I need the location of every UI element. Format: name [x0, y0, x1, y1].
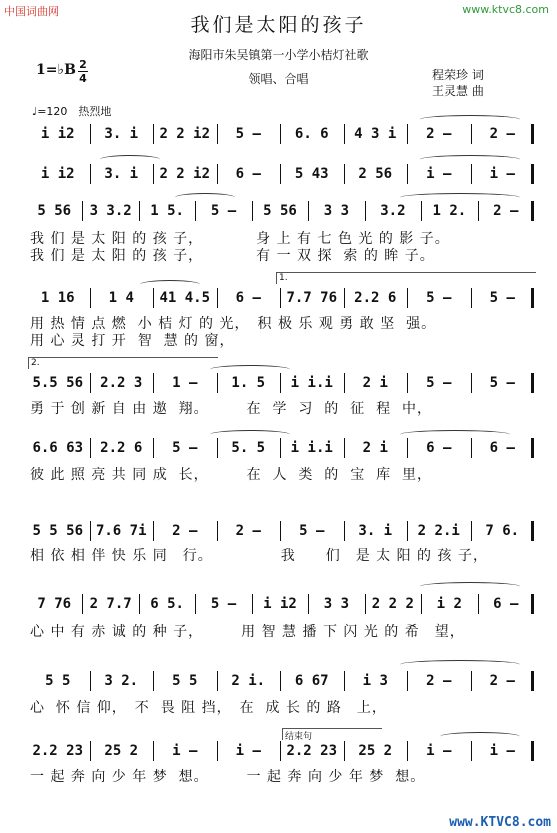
- measure: i –: [489, 166, 515, 182]
- barline: [531, 741, 534, 761]
- barline: [531, 373, 534, 393]
- measure: i i2: [40, 126, 75, 142]
- site-watermark-left: 中国词曲网: [4, 5, 59, 18]
- barline: [531, 438, 534, 458]
- barline: [531, 201, 534, 221]
- measure: 2 2 i2: [159, 126, 211, 142]
- lyric-line: 我 们 是 太 阳 的 孩 子， 身 上 有 七 色 光 的 影 子。: [30, 231, 450, 247]
- measure: 3 3.2: [89, 203, 132, 219]
- measure: 2 i: [362, 440, 388, 456]
- slur-mark: [400, 193, 520, 202]
- slur-mark: [440, 732, 520, 741]
- slur-mark: [400, 430, 510, 439]
- measure: 2.2 23: [286, 743, 338, 759]
- lyric-line: 一 起 奔 向 少 年 梦 想。 一 起 奔 向 少 年 梦 想。: [30, 769, 426, 785]
- measure: 7.7 76: [286, 290, 338, 306]
- measure: 5 –: [235, 126, 261, 142]
- score-line: [26, 372, 534, 394]
- lyric-line: 勇 于 创 新 自 由 遨 翔。 在 学 习 的 征 程 中，: [30, 401, 433, 417]
- measure: 1 4: [108, 290, 134, 306]
- coda-marker: 结束句: [282, 728, 382, 740]
- barline: [531, 164, 534, 184]
- measure: 5 –: [426, 375, 452, 391]
- song-subtitle: 海阳市朱吴镇第一小学小桔灯社歌: [188, 48, 369, 62]
- lyric-line: 相 依 相 伴 快 乐 同 行。 我 们 是 太 阳 的 孩 子，: [30, 548, 488, 564]
- measure: 1 –: [172, 375, 198, 391]
- measure: 7.6 7i: [95, 523, 147, 539]
- measure: 3. i: [358, 523, 393, 539]
- measure: 2 2 2: [371, 596, 414, 612]
- slur-mark: [210, 430, 290, 439]
- measure: 1 16: [40, 290, 75, 306]
- measure: i –: [426, 743, 452, 759]
- key-signature: 1=♭B: [36, 62, 76, 78]
- site-watermark-bottom: www.KTVC8.com: [449, 815, 551, 830]
- measure: 5 5: [172, 673, 198, 689]
- measure: i –: [172, 743, 198, 759]
- measure: i –: [426, 166, 452, 182]
- measure: 5 –: [426, 290, 452, 306]
- measure: 5 56: [263, 203, 297, 219]
- measure: 2 2 i2: [159, 166, 211, 182]
- lyric-line: 用 心 灵 打 开 智 慧 的 窗，: [30, 333, 235, 349]
- measure: 2.2 23: [32, 743, 84, 759]
- score-line: [26, 437, 534, 459]
- barline: [531, 288, 534, 308]
- barline: [531, 671, 534, 691]
- slur-mark: [140, 280, 200, 289]
- measure: i i2: [40, 166, 75, 182]
- measure: 2 –: [489, 673, 515, 689]
- slur-mark: [175, 193, 235, 202]
- lyric-line: 我 们 是 太 阳 的 孩 子， 有 一 双 探 索 的 眸 子。: [30, 248, 435, 264]
- barline: [531, 594, 534, 614]
- measure: i 2: [436, 596, 462, 612]
- barline: [531, 124, 534, 144]
- lyric-line: 心 中 有 赤 诚 的 种 子， 用 智 慧 播 下 闪 光 的 希 望，: [30, 624, 465, 640]
- measure: 5 –: [489, 375, 515, 391]
- score-line: [26, 200, 534, 222]
- measure: 7 6.: [485, 523, 520, 539]
- measure: i i.i: [290, 375, 333, 391]
- measure: 5 –: [489, 290, 515, 306]
- measure: 5.5 56: [32, 375, 84, 391]
- measure: 6 67: [294, 673, 329, 689]
- measure: 25 2: [104, 743, 139, 759]
- measure: 3 2.: [104, 673, 139, 689]
- measure: 6 –: [493, 596, 519, 612]
- slur-mark: [420, 582, 520, 591]
- measure: 1 5.: [150, 203, 184, 219]
- measure: 5 –: [172, 440, 198, 456]
- measure: 4 3 i: [354, 126, 397, 142]
- song-title: 我们是太阳的孩子: [190, 14, 367, 36]
- measure: 2 i.: [231, 673, 266, 689]
- measure: 25 2: [358, 743, 393, 759]
- score-line: [26, 163, 534, 185]
- measure: 2.2 6: [354, 290, 397, 306]
- measure: 2 –: [172, 523, 198, 539]
- volta-bracket-2: 2.: [28, 357, 218, 369]
- lyric-line: 心 怀 信 仰， 不 畏 阻 挡， 在 成 长 的 路 上，: [30, 700, 387, 716]
- measure: i –: [489, 743, 515, 759]
- measure: 2.2 6: [100, 440, 143, 456]
- measure: 1. 5: [231, 375, 266, 391]
- measure: 2.2 3: [100, 375, 143, 391]
- measure: 2 2.i: [417, 523, 460, 539]
- measure: 5 –: [299, 523, 325, 539]
- measure: 3. i: [104, 126, 139, 142]
- measure: 3. i: [104, 166, 139, 182]
- composer-credit: 王灵慧 曲: [432, 84, 484, 98]
- measure: 6 –: [235, 290, 261, 306]
- measure: 2 7.7: [89, 596, 132, 612]
- measure: i 3: [362, 673, 388, 689]
- score-line: [26, 287, 534, 309]
- measure: 7 76: [37, 596, 72, 612]
- volta-bracket-1: 1.: [276, 272, 536, 284]
- score-line: [26, 740, 534, 762]
- measure: 5 56: [37, 203, 72, 219]
- measure: 6 –: [489, 440, 515, 456]
- measure: 41 4.5: [159, 290, 211, 306]
- score-line: [26, 593, 534, 615]
- lyric-line: 用 热 情 点 燃 小 桔 灯 的 光， 积 极 乐 观 勇 敢 坚 强。: [30, 316, 437, 332]
- performance-form: 领唱、合唱: [248, 72, 309, 86]
- measure: 6 –: [426, 440, 452, 456]
- measure: 6.6 63: [32, 440, 84, 456]
- measure: 2 i: [362, 375, 388, 391]
- measure: 6 5.: [150, 596, 184, 612]
- score-line: [26, 520, 534, 542]
- tempo-marking: ♩=120 热烈地: [32, 105, 112, 118]
- score-line: [26, 670, 534, 692]
- lyric-line: 彼 此 照 亮 共 同 成 长， 在 人 类 的 宝 库 里，: [30, 467, 433, 483]
- time-signature: 2 4: [79, 58, 87, 85]
- lyricist-credit: 程荣珍 词: [432, 68, 484, 82]
- measure: 2 –: [426, 126, 452, 142]
- measure: 2 56: [358, 166, 393, 182]
- measure: 2 –: [426, 673, 452, 689]
- measure: i i.i: [290, 440, 333, 456]
- measure: 1 2.: [432, 203, 467, 219]
- measure: 5 –: [210, 203, 237, 219]
- measure: 5. 5: [231, 440, 266, 456]
- score-line: [26, 123, 534, 145]
- slur-mark: [420, 155, 520, 164]
- slur-mark: [420, 115, 520, 124]
- measure: 5 5: [45, 673, 71, 689]
- measure: 2 –: [489, 126, 515, 142]
- measure: 3 3: [323, 203, 350, 219]
- slur-mark: [100, 155, 160, 164]
- measure: i –: [235, 743, 261, 759]
- measure: i i2: [263, 596, 297, 612]
- slur-mark: [210, 365, 290, 374]
- slur-mark: [400, 660, 520, 669]
- measure: 5 –: [210, 596, 237, 612]
- measure: 2 –: [493, 203, 519, 219]
- measure: 6. 6: [294, 126, 329, 142]
- measure: 6 –: [235, 166, 261, 182]
- barline: [531, 521, 534, 541]
- measure: 5 43: [294, 166, 329, 182]
- measure: 3.2: [380, 203, 406, 219]
- measure: 3 3: [323, 596, 350, 612]
- measure: 5 5 56: [32, 523, 84, 539]
- site-watermark-right: www.ktvc8.com: [462, 3, 549, 16]
- measure: 2 –: [235, 523, 261, 539]
